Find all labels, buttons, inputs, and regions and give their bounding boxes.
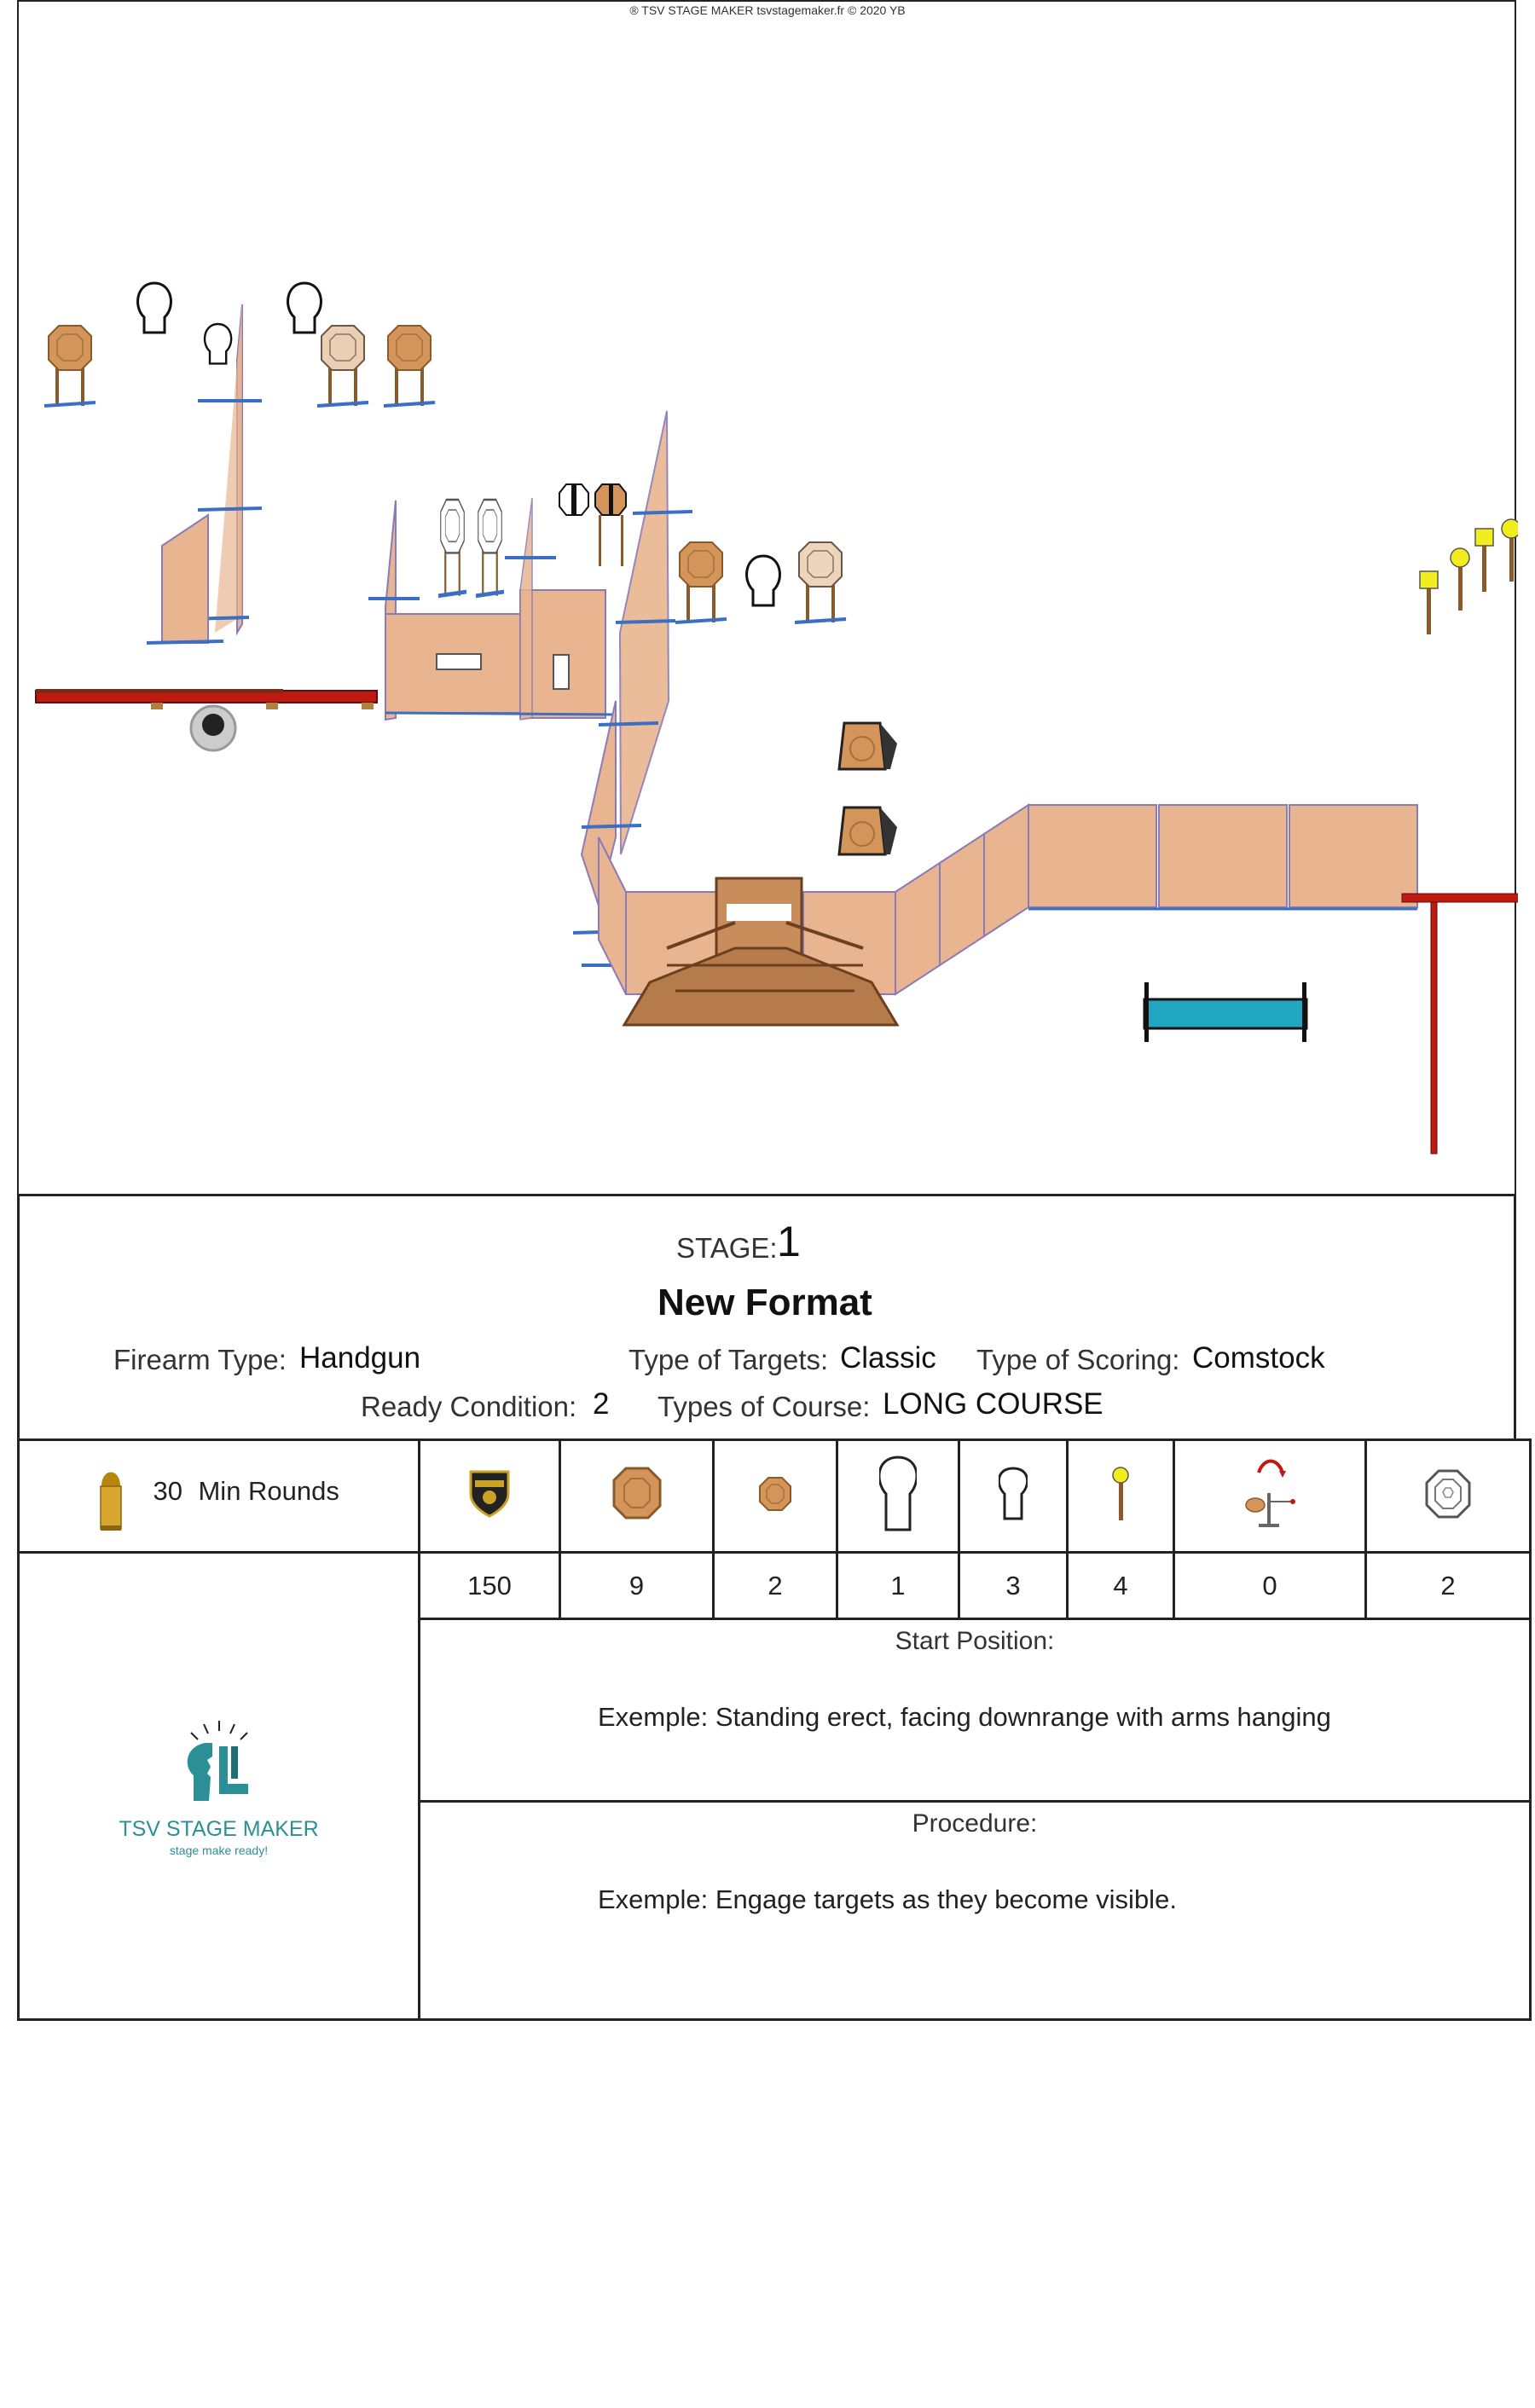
- scoring-type-value: Comstock: [1192, 1341, 1325, 1375]
- stage-name: New Format: [657, 1282, 872, 1323]
- logo-name: TSV STAGE MAKER: [119, 1816, 319, 1841]
- target-type-label: Type of Targets:: [628, 1344, 829, 1375]
- mini-no-shoot-icon: [959, 1440, 1068, 1553]
- target-count: 150: [420, 1553, 560, 1619]
- scoring-type-label: Type of Scoring:: [976, 1344, 1180, 1375]
- stage-number: 1: [777, 1218, 801, 1265]
- bullet-icon: [98, 1461, 124, 1532]
- copyright-notice: ® TSV STAGE MAKER tsvstagemaker.fr © 2020 YB: [629, 3, 906, 17]
- course-type-value: LONG COURSE: [883, 1387, 1103, 1421]
- mini-target-icon: [714, 1440, 837, 1553]
- swinger-icon: [1174, 1440, 1366, 1553]
- target-count: 4: [1068, 1553, 1174, 1619]
- ready-condition-value: 2: [593, 1387, 610, 1421]
- stage-label: STAGE:: [676, 1232, 778, 1264]
- ready-condition-label: Ready Condition:: [361, 1391, 577, 1422]
- start-position-text[interactable]: Exemple: Standing erect, facing downrange with arms hanging: [598, 1702, 1331, 1732]
- logo-cell: [19, 1553, 420, 2020]
- points-badge-icon: [420, 1440, 560, 1553]
- logo-tagline: stage make ready!: [169, 1843, 269, 1857]
- popper-icon: [1068, 1440, 1174, 1553]
- rounds-cell: [19, 1440, 420, 1553]
- stage-info-panel: [17, 1194, 1516, 1441]
- min-rounds-label: Min Rounds: [198, 1475, 339, 1506]
- target-count: 2: [714, 1553, 837, 1619]
- firearm-type-label: Firearm Type:: [113, 1344, 287, 1375]
- targets-table: [17, 1438, 1532, 2021]
- no-shoot-icon: [837, 1440, 959, 1553]
- target-type-value: Classic: [840, 1341, 936, 1375]
- target-count: 1: [837, 1553, 959, 1619]
- procedure-box: [420, 1802, 1531, 2020]
- target-count: 9: [560, 1553, 714, 1619]
- procedure-text[interactable]: Exemple: Engage targets as they become visible.: [598, 1884, 1177, 1914]
- stage-diagram: [17, 0, 1516, 1194]
- target-count: 2: [1366, 1553, 1531, 1619]
- min-rounds-count: 30: [153, 1475, 183, 1506]
- tsv-logo-icon: [159, 1716, 279, 1809]
- firearm-type-value: Handgun: [299, 1341, 421, 1375]
- course-type-label: Types of Course:: [657, 1391, 871, 1422]
- start-position-label: Start Position:: [895, 1627, 1055, 1655]
- procedure-label: Procedure:: [912, 1809, 1038, 1838]
- target-count: 3: [959, 1553, 1068, 1619]
- target-count: 0: [1174, 1553, 1366, 1619]
- paper-target-icon: [1366, 1440, 1531, 1553]
- classic-target-icon: [560, 1440, 714, 1553]
- start-position-box: [420, 1619, 1531, 1802]
